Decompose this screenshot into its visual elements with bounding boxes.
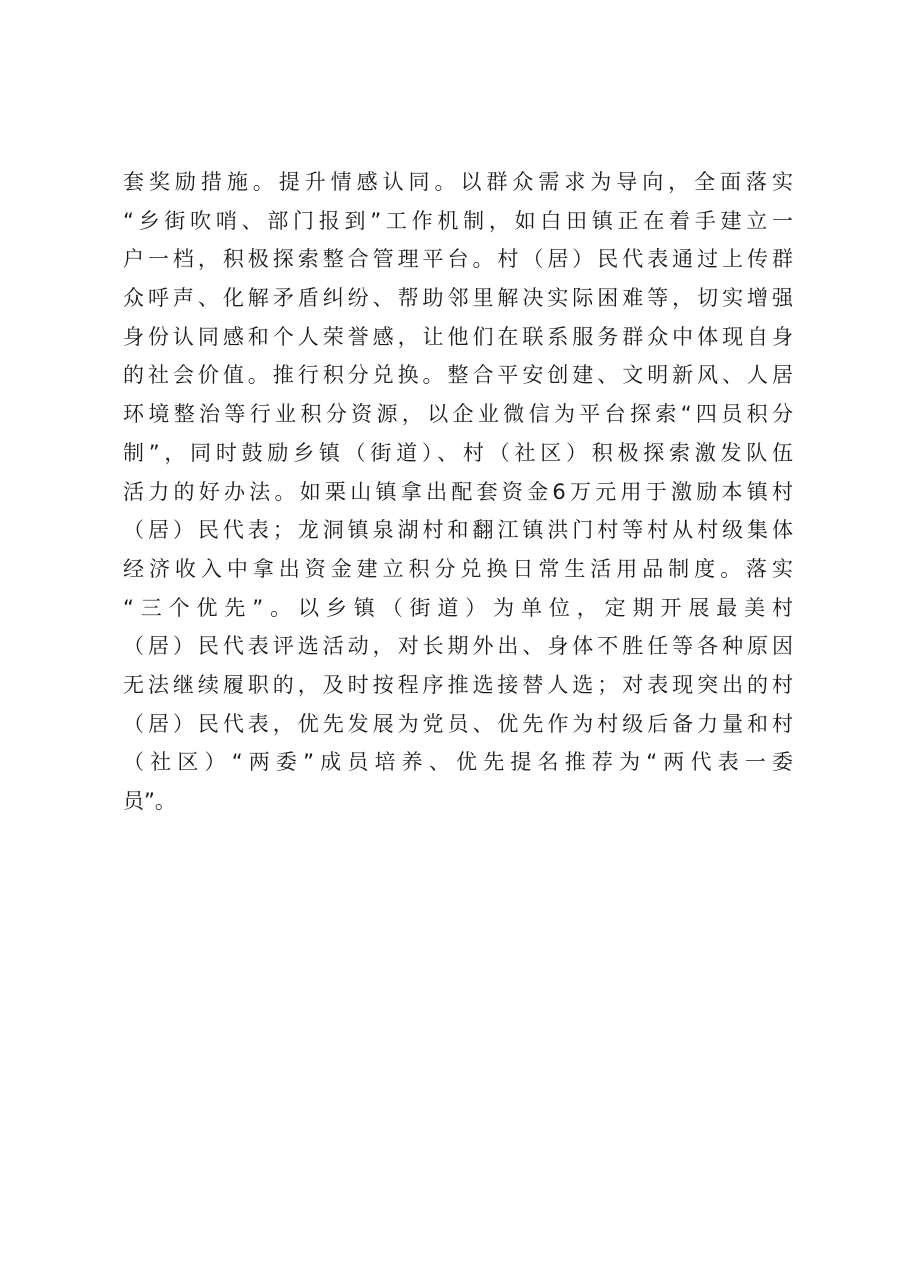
paragraph-line-2: “乡街吹哨、部门报到”工作机制，如白田镇正在着手建立一 [123,208,793,233]
paragraph-line-9: 活力的好办法。如栗山镇拿出配套资金6万元用于激励本镇村 [123,479,793,504]
body-paragraph [123,163,793,821]
paragraph-line-10: （居）民代表；龙洞镇泉湖村和翻江镇洪门村等村从村级集体 [123,518,793,543]
paragraph-line-12: “三个优先”。以乡镇（街道）为单位，定期开展最美村 [123,595,793,620]
paragraph-line-8: 制”，同时鼓励乡镇（街道）、村（社区）积极探索激发队伍 [123,440,793,465]
paragraph-line-5: 身份认同感和个人荣誉感，让他们在联系服务群众中体现自身 [123,324,793,349]
paragraph-line-15: （居）民代表，优先发展为党员、优先作为村级后备力量和村 [123,711,793,736]
paragraph-line-1: 套奖励措施。提升情感认同。以群众需求为导向，全面落实 [123,170,793,194]
paragraph-line-17: 员”。 [123,789,176,813]
paragraph-line-11: 经济收入中拿出资金建立积分兑换日常生活用品制度。落实 [123,556,793,581]
paragraph-line-4: 众呼声、化解矛盾纠纷、帮助邻里解决实际困难等，切实增强 [123,286,793,311]
paragraph-line-16: （社区）“两委”成员培养、优先提名推荐为“两代表一委 [123,750,793,775]
paragraph-line-3: 户一档，积极探索整合管理平台。村（居）民代表通过上传群 [123,247,793,272]
paragraph-line-13: （居）民代表评选活动，对长期外出、身体不胜任等各种原因 [123,634,793,659]
paragraph-line-7: 环境整治等行业积分资源，以企业微信为平台探索“四员积分 [123,402,793,427]
paragraph-line-14: 无法继续履职的，及时按程序推选接替人选；对表现突出的村 [123,672,793,697]
paragraph-line-6: 的社会价值。推行积分兑换。整合平安创建、文明新风、人居 [123,363,793,388]
